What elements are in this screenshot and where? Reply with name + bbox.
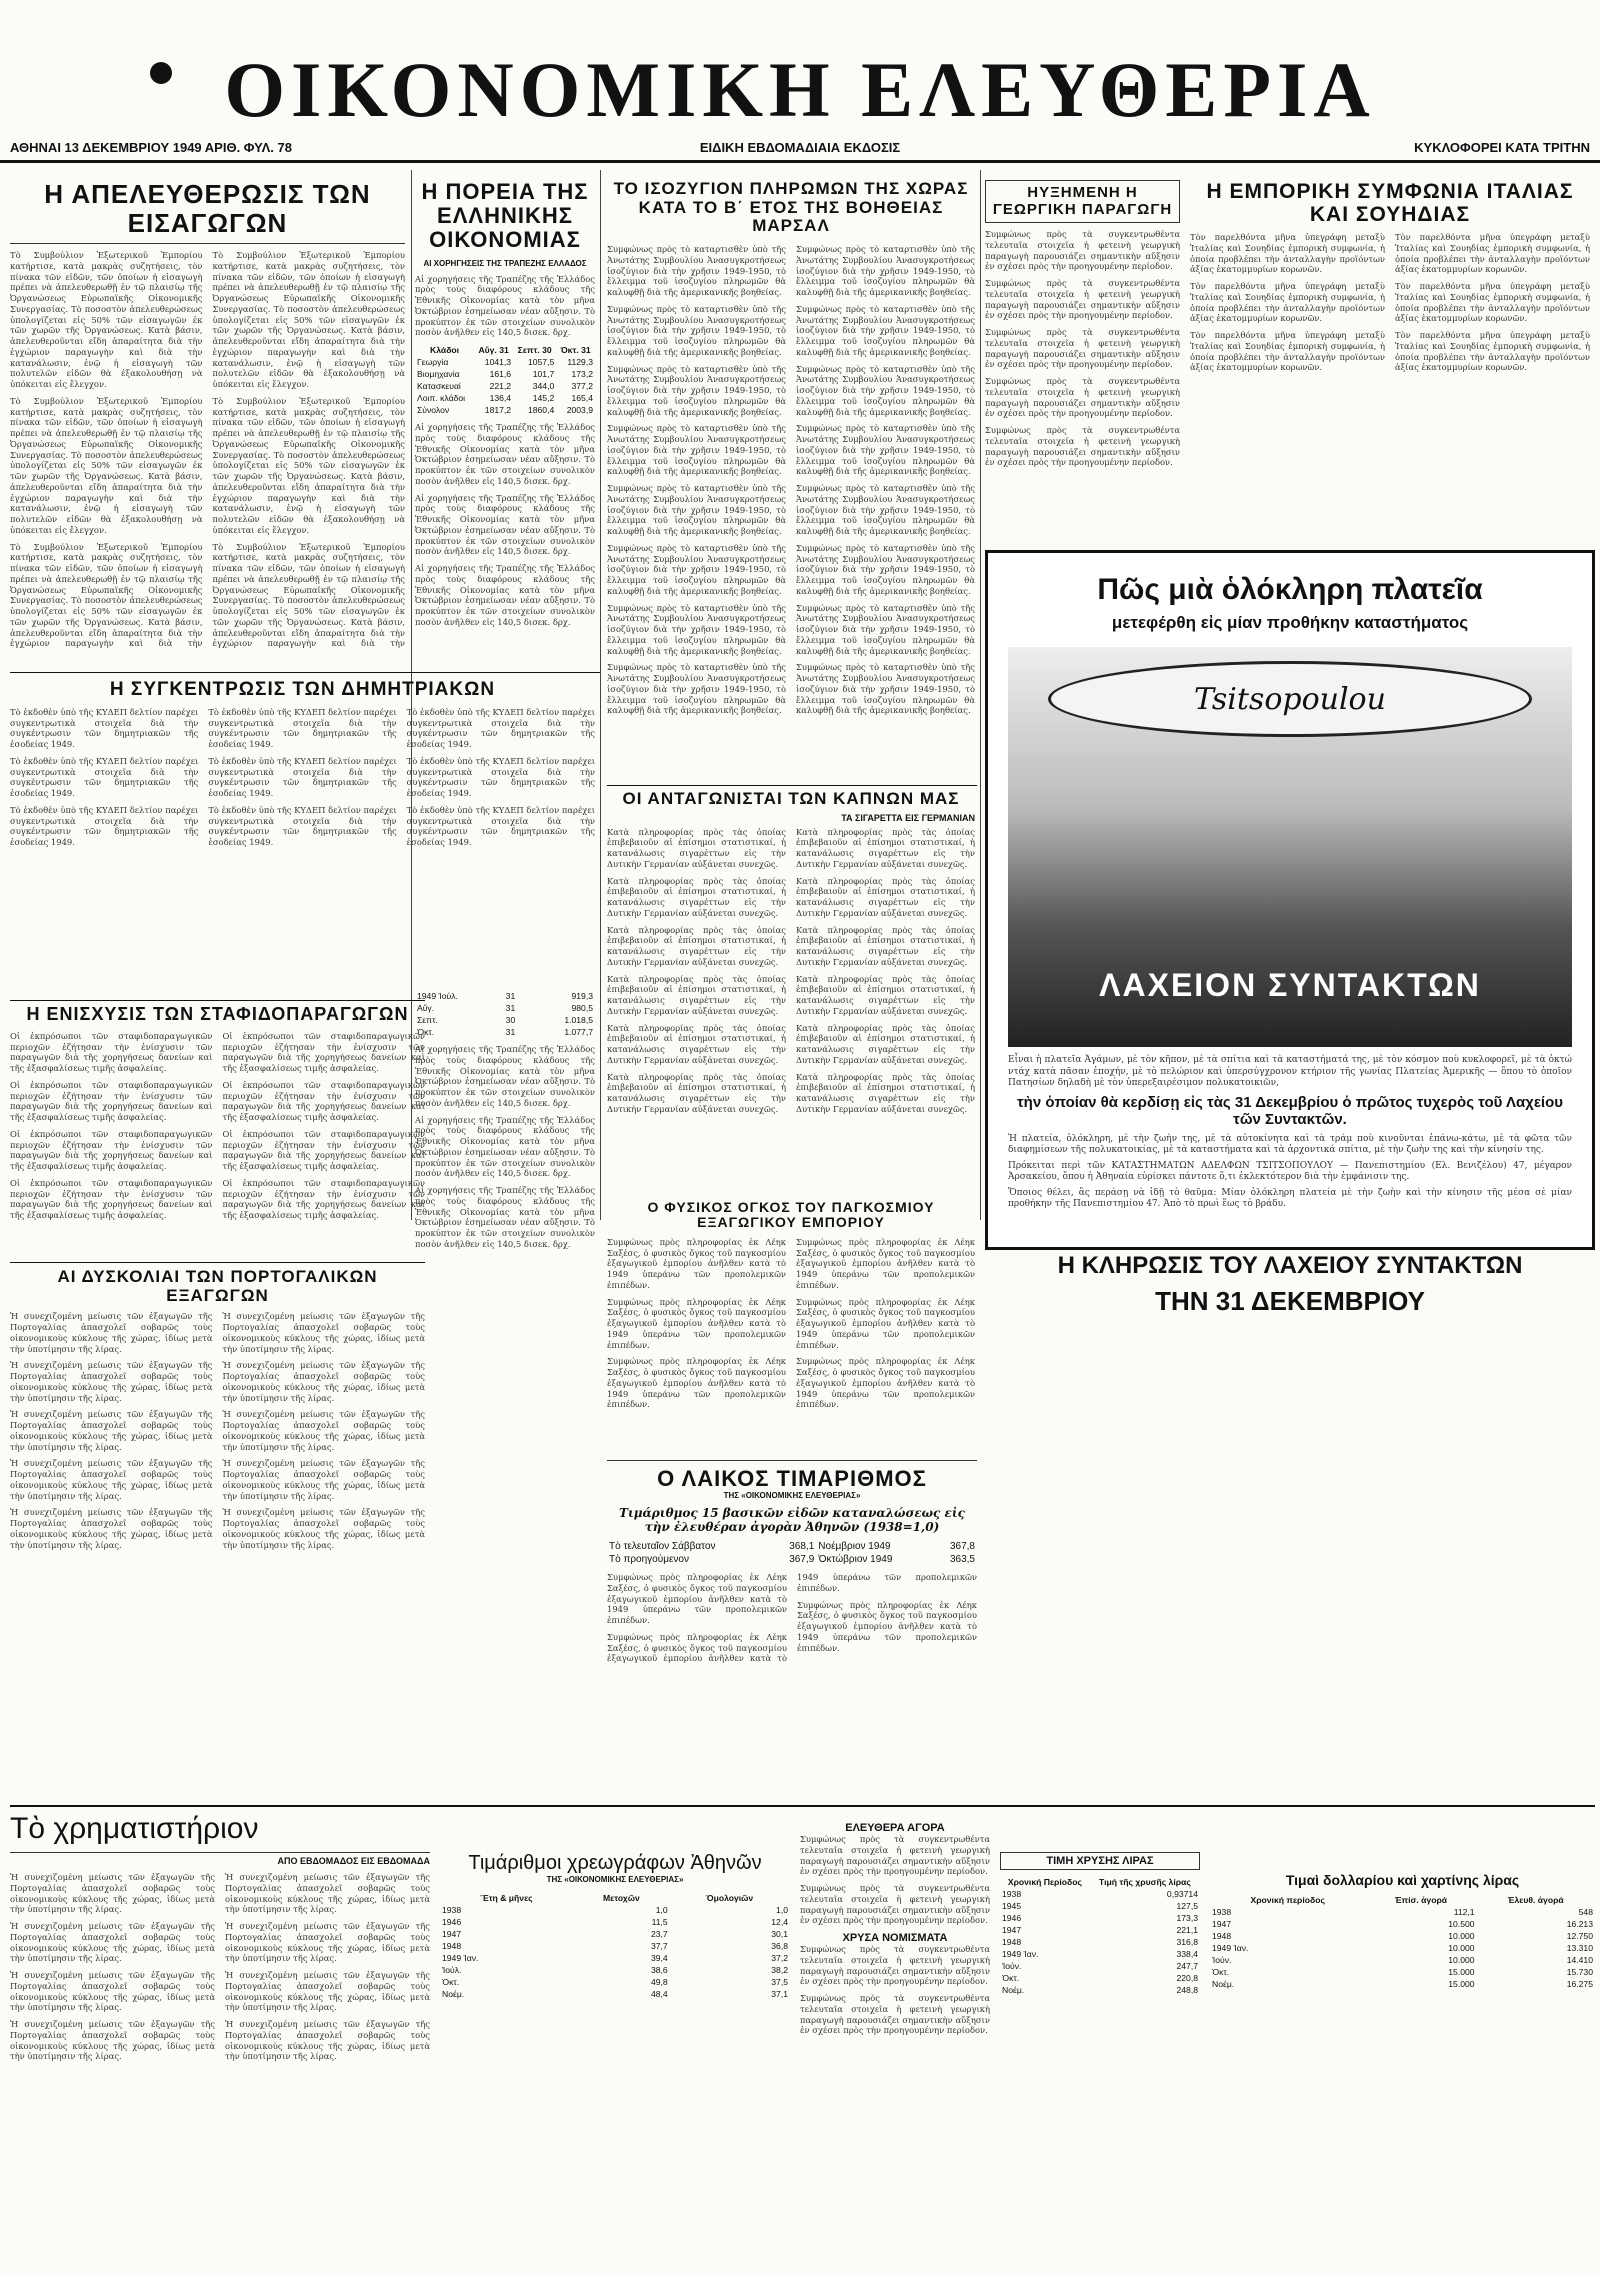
ad-text: Ἡ πλατεία, ὁλόκληρη, μὲ τὴν ζωὴν της, μὲ τὰ αὐτοκίνητα καὶ τὰ τράμ ποὺ κινοῦνται ἐπάνω-κάτω, μὲ τὰ φῶτα τῶν διαφημίσεων τῆς πολυκατοικίας, μὲ τὰ καταστήματα καὶ τὰ ἀρχοντικά σπίτια, μὲ τὴν ζωὴν της καὶ τὴν κίνησίν της.	[1008, 1133, 1572, 1156]
masthead-title: ΟΙΚΟΝΟΜΙΚΗ ΕΛΕΥΘΕΡΙΑ	[224, 46, 1376, 133]
article-body: Κατὰ πληροφορίας πρὸς τὰς ὁποίας ἐπιβεβαιοῦν αἱ ἐπίσημοι στατιστικαί, ἡ κατανάλωσις σιγαρέττων εἰς τὴν Δυτικὴν Γερμανίαν αὐξάνεται συνεχῶς.	[607, 875, 786, 918]
article-body: Οἱ ἐκπρόσωποι τῶν σταφιδοπαραγωγικῶν περιοχῶν ἐζήτησαν τὴν ἐνίσχυσιν τῶν παραγωγῶν διὰ τῆς χορηγήσεως δανείων καὶ τῆς ἐξασφαλίσεως τιμῆς ἀσφαλείας.	[10, 1177, 213, 1221]
article-body: Συμφώνως πρὸς τὸ καταρτισθὲν ὑπὸ τῆς Ἀνωτάτης Συμβουλίου Ἀνασυγκροτήσεως ἰσοζύγιον διὰ τὴν χρῆσιν 1949-1950, τὸ ἔλλειμμα τοῦ ἰσοζυγίου πληρωμῶν θὰ καλυφθῇ διὰ τῆς ἀμερικανικῆς βοηθείας.	[607, 542, 786, 596]
table-header: Κλάδοι	[430, 345, 460, 356]
table-row: Ἰούλ. 38,6 38,2	[442, 1965, 788, 1975]
article-body: Τὸν παρελθόντα μῆνα ὑπεγράφη μεταξὺ Ἰταλίας καὶ Σουηδίας ἐμπορικὴ συμφωνία, ἡ ὁποία προβλέπει τὴν ἀνταλλαγὴν προϊόντων ἀξίας ἑκατομμυρίων κορωνῶν.	[1190, 232, 1385, 275]
column-divider	[600, 170, 601, 1220]
article-body: Συμφώνως πρὸς τὸ καταρτισθὲν ὑπὸ τῆς Ἀνωτάτης Συμβουλίου Ἀνασυγκροτήσεως ἰσοζύγιον διὰ τὴν χρῆσιν 1949-1950, τὸ ἔλλειμμα τοῦ ἰσοζυγίου πληρωμῶν θὰ καλυφθῇ διὰ τῆς ἀμερικανικῆς βοηθείας.	[607, 662, 786, 716]
stock-market	[10, 1812, 430, 2262]
article-body: Συμφώνως πρὸς πληροφορίας ἐκ Λέηκ Σαξέσς, ὁ φυσικὸς ὄγκος τοῦ παγκοσμίου ἐξαγωγικοῦ ἐμπορίου ἀνῆλθεν κατὰ τὸ 1949 ὑπεράνω τῶν προπολεμικῶν ἐπιπέδων.	[796, 1356, 975, 1410]
article-tobacco	[607, 790, 975, 1190]
article-body: Ἡ συνεχιζομένη μείωσις τῶν ἐξαγωγῶν τῆς Πορτογαλίας ἀπασχολεῖ σοβαρῶς τοὺς οἰκονομικοὺς κύκλους τῆς χώρας, ἰδίως μετὰ τὴν ὑποτίμησιν τῆς λίρας.	[10, 1458, 213, 1501]
section-rule	[10, 1805, 1595, 1807]
article-body: Συμφώνως πρὸς πληροφορίας ἐκ Λέηκ Σαξέσς, ὁ φυσικὸς ὄγκος τοῦ παγκοσμίου ἐξαγωγικοῦ ἐμπορίου ἀνῆλθεν κατὰ τὸ 1949 ὑπεράνω τῶν προπολεμικῶν ἐπιπέδων.	[796, 1236, 975, 1290]
article-body: Ἡ συνεχιζομένη μείωσις τῶν ἐξαγωγῶν τῆς Πορτογαλίας ἀπασχολεῖ σοβαρῶς τοὺς οἰκονομικοὺς κύκλους τῆς χώρας, ἰδίως μετὰ τὴν ὑποτίμησιν τῆς λίρας.	[222, 1507, 425, 1550]
table-row: Ὀκτ. 31 1.077,7	[417, 1027, 593, 1037]
table-row: Ἰούν. 247,7	[1002, 1961, 1198, 1971]
ad-text: Ὅποιος θέλει, ἂς περάσῃ νὰ ἰδῇ τὸ θαῦμα: Μίαν ὁλόκληρη πλατεία μὲ τὴν ζωὴν καὶ τὴν κίνησιν τῆς μέσα σὲ μίαν προθήκην τῆς Πανεπιστημίου 47. Ἀπὸ τὸ πρωὶ ἕως τὸ βράδυ.	[1008, 1187, 1572, 1210]
article-body: Κατὰ πληροφορίας πρὸς τὰς ὁποίας ἐπιβεβαιοῦν αἱ ἐπίσημοι στατιστικαί, ἡ κατανάλωσις σιγαρέττων εἰς τὴν Δυτικὴν Γερμανίαν αὐξάνεται συνεχῶς.	[607, 1071, 786, 1114]
article-body: Τὸ Συμβούλιον Ἐξωτερικοῦ Ἐμπορίου κατήρτισε, κατὰ μακρὰς συζητήσεις, τὸν πίνακα τῶν εἰδῶν, τῶν ὁποίων ἡ εἰσαγωγὴ πρέπει νὰ ἀπελευθερωθῇ ἐν τῷ πλαισίῳ τῆς Ὀργανώσεως Εὐρωπαϊκῆς Οἰκονομικῆς Συνεργασίας. Τὸ ποσοστὸν ἀπελευθερώσεως ὑπολογίζεται εἰς 50% τῶν εἰσαγωγῶν ἐκ τῶν χωρῶν τῆς Ὀργανώσεως. Κατὰ βάσιν, ἀπελευθεροῦνται εἴδη ἀπαραίτητα διὰ τὴν ἐγχώριον παραγωγὴν καὶ διὰ τὴν	[10, 541, 203, 649]
article-agriculture	[985, 180, 1180, 540]
article-body: Ἡ συνεχιζομένη μείωσις τῶν ἐξαγωγῶν τῆς Πορτογαλίας ἀπασχολεῖ σοβαρῶς τοὺς οἰκονομικοὺς κύκλους τῆς χώρας, ἰδίως μετὰ τὴν ὑποτίμησιν τῆς λίρας.	[225, 2019, 430, 2062]
table-header: Ὀκτ. 31	[560, 345, 591, 356]
article-body: Ἡ συνεχιζομένη μείωσις τῶν ἐξαγωγῶν τῆς Πορτογαλίας ἀπασχολεῖ σοβαρῶς τοὺς οἰκονομικοὺς κύκλους τῆς χώρας, ἰδίως μετὰ τὴν ὑποτίμησιν τῆς λίρας.	[10, 1360, 213, 1403]
section-rule	[10, 1000, 425, 1001]
article-body: Τὸ ἐκδοθὲν ὑπὸ τῆς ΚΥΔΕΠ δελτίον παρέχει συγκεντρωτικὰ στοιχεῖα διὰ τὴν συγκέντρωσιν τῶν δημητριακῶν τῆς ἐσοδείας 1949.	[208, 804, 397, 848]
table-row: Κατασκευαί 221,2 344,0 377,2	[417, 381, 593, 392]
article-body: Ἡ συνεχιζομένη μείωσις τῶν ἐξαγωγῶν τῆς Πορτογαλίας ἀπασχολεῖ σοβαρῶς τοὺς οἰκονομικοὺς κύκλους τῆς χώρας, ἰδίως μετὰ τὴν ὑποτίμησιν τῆς λίρας.	[222, 1311, 425, 1354]
article-body: Αἱ χορηγήσεις τῆς Τραπέζης τῆς Ἑλλάδος πρὸς τοὺς διαφόρους κλάδους τῆς Ἐθνικῆς Οἰκονομίας κατὰ τὸν μῆνα Ὀκτώβριον ἐσημείωσαν νέαν αὔξησιν. Τὸ προκύπτον ἐκ τῶν στοιχείων συνολικὸν ποσὸν ἀνῆλθεν εἰς 140,5 δισεκ. δρχ.	[415, 273, 595, 338]
article-body: Ἡ συνεχιζομένη μείωσις τῶν ἐξαγωγῶν τῆς Πορτογαλίας ἀπασχολεῖ σοβαρῶς τοὺς οἰκονομικοὺς κύκλους τῆς χώρας, ἰδίως μετὰ τὴν ὑποτίμησιν τῆς λίρας.	[10, 1872, 215, 1915]
section-rule	[10, 672, 600, 673]
article-body: Συμφώνως πρὸς πληροφορίας ἐκ Λέηκ Σαξέσς, ὁ φυσικὸς ὄγκος τοῦ παγκοσμίου ἐξαγωγικοῦ ἐμπορίου ἀνῆλθεν κατὰ τὸ 1949 ὑπεράνω τῶν προπολεμικῶν ἐπιπέδων.	[607, 1236, 786, 1290]
article-body: Τὸν παρελθόντα μῆνα ὑπεγράφη μεταξὺ Ἰταλίας καὶ Σουηδίας ἐμπορικὴ συμφωνία, ἡ ὁποία προβλέπει τὴν ἀνταλλαγὴν προϊόντων ἀξίας ἑκατομμυρίων κορωνῶν.	[1395, 281, 1590, 324]
article-body: Αἱ χορηγήσεις τῆς Τραπέζης τῆς Ἑλλάδος πρὸς τοὺς διαφόρους κλάδους τῆς Ἐθνικῆς Οἰκονομίας κατὰ τὸν μῆνα Ὀκτώβριον ἐσημείωσαν νέαν αὔξησιν. Τὸ προκύπτον ἐκ τῶν στοιχείων συνολικὸν ποσὸν ἀνῆλθεν εἰς 140,5 δισεκ. δρχ.	[415, 492, 595, 557]
section-rule	[10, 1262, 425, 1263]
article-body: Ἡ συνεχιζομένη μείωσις τῶν ἐξαγωγῶν τῆς Πορτογαλίας ἀπασχολεῖ σοβαρῶς τοὺς οἰκονομικοὺς κύκλους τῆς χώρας, ἰδίως μετὰ τὴν ὑποτίμησιν τῆς λίρας.	[222, 1409, 425, 1452]
table-row: 1946 11,5 12,4	[442, 1917, 788, 1927]
article-body: Τὸ Συμβούλιον Ἐξωτερικοῦ Ἐμπορίου κατήρτισε, κατὰ μακρὰς συζητήσεις, τὸν πίνακα τῶν εἰδῶν, τῶν ὁποίων ἡ εἰσαγωγὴ πρέπει νὰ ἀπελευθερωθῇ ἐν τῷ πλαισίῳ τῆς Ὀργανώσεως Εὐρωπαϊκῆς Οἰκονομικῆς Συνεργασίας. Τὸ ποσοστὸν ἀπελευθερώσεως ὑπολογίζεται εἰς 50% τῶν εἰσαγωγῶν ἐκ τῶν χωρῶν τῆς Ὀργανώσεως. Κατὰ βάσιν, ἀπελευθεροῦνται εἴδη ἀπαραίτητα διὰ τὴν ἐγχώριον παραγωγὴν καὶ διὰ τὴν κατανάλωσιν, ἐνῷ ἡ εἰσαγωγὴ τῶν πολυτελῶν εἰδῶν θὰ ἐξακολουθήσῃ νὰ ὑπόκειται εἰς ἔλεγχον.	[212, 250, 405, 390]
article-body: Κατὰ πληροφορίας πρὸς τὰς ὁποίας ἐπιβεβαιοῦν αἱ ἐπίσημοι στατιστικαί, ἡ κατανάλωσις σιγαρέττων εἰς τὴν Δυτικὴν Γερμανίαν αὐξάνεται συνεχῶς.	[607, 826, 786, 869]
gold-table: Χρονική Περίοδος Τιμή τῆς χρυσῆς λίρας 1938 0,93714 1945 127,5 1946 173,3 1947 221,1 1948 316,8 1949 Ἰαν. 338,4 Ἰούν. 247,7 Ὀκτ. 220,8 Νοέμ. 248,8	[1002, 1877, 1198, 1995]
lottery-draw-banner	[985, 1252, 1595, 1347]
article-headline: Η ΣΥΓΚΕΝΤΡΩΣΙΣ ΤΩΝ ΔΗΜΗΤΡΙΑΚΩΝ	[109, 680, 496, 700]
table-row: 1948 10.000 12.750	[1212, 1931, 1593, 1941]
table-header: Σεπτ. 30	[517, 345, 552, 356]
article-body: Ἡ συνεχιζομένη μείωσις τῶν ἐξαγωγῶν τῆς Πορτογαλίας ἀπασχολεῖ σοβαρῶς τοὺς οἰκονομικοὺς κύκλους τῆς χώρας, ἰδίως μετὰ τὴν ὑποτίμησιν τῆς λίρας.	[10, 2019, 215, 2062]
article-headline: ΗΥΞΗΜΕΝΗ Η ΓΕΩΡΓΙΚΗ ΠΑΡΑΓΩΓΗ	[985, 180, 1180, 223]
article-body: Συμφώνως πρὸς τὰ συγκεντρωθέντα τελευταῖα στοιχεῖα ἡ φετεινὴ γεωργικὴ παραγωγὴ παρουσιάζει σημαντικὴν αὔξησιν ἐν σχέσει πρὸς τὴν προηγουμένην περίοδον.	[800, 1993, 990, 2036]
article-body: Κατὰ πληροφορίας πρὸς τὰς ὁποίας ἐπιβεβαιοῦν αἱ ἐπίσημοι στατιστικαί, ἡ κατανάλωσις σιγαρέττων εἰς τὴν Δυτικὴν Γερμανίαν αὐξάνεται συνεχῶς.	[796, 1071, 975, 1114]
store-script-sign: Tsitsopoulou	[1048, 661, 1532, 737]
article-body: Τὸν παρελθόντα μῆνα ὑπεγράφη μεταξὺ Ἰταλίας καὶ Σουηδίας ἐμπορικὴ συμφωνία, ἡ ὁποία προβλέπει τὴν ἀνταλλαγὴν προϊόντων ἀξίας ἑκατομμυρίων κορωνῶν.	[1190, 330, 1385, 373]
article-body: Συμφώνως πρὸς πληροφορίας ἐκ Λέηκ Σαξέσς, ὁ φυσικὸς ὄγκος τοῦ παγκοσμίου ἐξαγωγικοῦ ἐμπορίου ἀνῆλθεν κατὰ τὸ 1949 ὑπεράνω τῶν προπολεμικῶν ἐπιπέδων.	[796, 1296, 975, 1350]
ad-text: Εἶναι ἡ πλατεῖα Ἀγάμων, μὲ τὸν κῆπον, μὲ τὰ σπίτια καὶ τὰ καταστήματά της, μὲ τὸν κόσμον ποὺ κυκλοφορεῖ, μὲ τὰ ὀκτώ ντάχ κατὰ πᾶσαν ἐποχήν, μὲ τὸ πελώριον καὶ ὑπερσύγχρονον κτήριον τῆς γωνίας Πλατείας Ἀμερικῆς — ὅπου τὸ ὁποῖον Πατησίων δηλαδὴ μὲ τὸν ὑπερεξαιρέσιμον πολυκατοικιῶν,	[1008, 1055, 1572, 1089]
table-row: Ὀκτ. 15.000 15.730	[1212, 1967, 1593, 1977]
table-row: Σύνολον 1817,2 1860,4 2003,9	[417, 405, 593, 416]
stock-subhead: ΑΠΟ ΕΒΔΟΜΑΔΟΣ ΕΙΣ ΕΒΔΟΜΑΔΑ	[10, 1852, 430, 1866]
article-body: Συμφώνως πρὸς πληροφορίας ἐκ Λέηκ Σαξέσς, ὁ φυσικὸς ὄγκος τοῦ παγκοσμίου ἐξαγωγικοῦ ἐμπορίου ἀνῆλθεν κατὰ τὸ 1949 ὑπεράνω τῶν προπολεμικῶν ἐπιπέδων.	[607, 1296, 786, 1350]
stock-headline: Τὸ χρηματιστήριον	[10, 1812, 259, 1845]
shop-window-photo	[1008, 647, 1572, 1047]
lottery-sign: ΛΑΧΕΙΟΝ ΣΥΝΤΑΚΤΩΝ	[1099, 967, 1481, 1003]
article-body: Τὸ ἐκδοθὲν ὑπὸ τῆς ΚΥΔΕΠ δελτίον παρέχει συγκεντρωτικὰ στοιχεῖα διὰ τὴν συγκέντρωσιν τῶν δημητριακῶν τῆς ἐσοδείας 1949.	[10, 755, 199, 799]
article-world-trade	[607, 1200, 975, 1450]
article-body: Αἱ χορηγήσεις τῆς Τραπέζης τῆς Ἑλλάδος πρὸς τοὺς διαφόρους κλάδους τῆς Ἐθνικῆς Οἰκονομίας κατὰ τὸν μῆνα Ὀκτώβριον ἐσημείωσαν νέαν αὔξησιν. Τὸ προκύπτον ἐκ τῶν στοιχείων συνολικὸν ποσὸν ἀνῆλθεν εἰς 140,5 δισεκ. δρχ.	[415, 422, 595, 486]
article-body: Οἱ ἐκπρόσωποι τῶν σταφιδοπαραγωγικῶν περιοχῶν ἐζήτησαν τὴν ἐνίσχυσιν τῶν παραγωγῶν διὰ τῆς χορηγήσεως δανείων καὶ τῆς ἐξασφαλίσεως τιμῆς ἀσφαλείας.	[222, 1128, 425, 1172]
table-row: 1947 221,1	[1002, 1925, 1198, 1935]
article-raisins	[10, 1005, 425, 1255]
table-row: Νοέμ. 248,8	[1002, 1985, 1198, 1995]
article-body: Αἱ χορηγήσεις τῆς Τραπέζης τῆς Ἑλλάδος πρὸς τοὺς διαφόρους κλάδους τῆς Ἐθνικῆς Οἰκονομίας κατὰ τὸν μῆνα Ὀκτώβριον ἐσημείωσαν νέαν αὔξησιν. Τὸ προκύπτον ἐκ τῶν στοιχείων συνολικὸν ποσὸν ἀνῆλθεν εἰς 140,5 δισεκ. δρχ.	[415, 1044, 595, 1108]
article-body: Ἡ συνεχιζομένη μείωσις τῶν ἐξαγωγῶν τῆς Πορτογαλίας ἀπασχολεῖ σοβαρῶς τοὺς οἰκονομικοὺς κύκλους τῆς χώρας, ἰδίως μετὰ τὴν ὑποτίμησιν τῆς λίρας.	[10, 1311, 213, 1354]
table-row: 1949 Ἰούλ. 31 919,3	[417, 991, 593, 1001]
article-body: Τὸ Συμβούλιον Ἐξωτερικοῦ Ἐμπορίου κατήρτισε, κατὰ μακρὰς συζητήσεις, τὸν πίνακα τῶν εἰδῶν, τῶν ὁποίων ἡ εἰσαγωγὴ πρέπει νὰ ἀπελευθερωθῇ ἐν τῷ πλαισίῳ τῆς Ὀργανώσεως Εὐρωπαϊκῆς Οἰκονομικῆς Συνεργασίας. Τὸ ποσοστὸν ἀπελευθερώσεως ὑπολογίζεται εἰς 50% τῶν εἰσαγωγῶν ἐκ τῶν χωρῶν τῆς Ὀργανώσεως. Κατὰ βάσιν, ἀπελευθεροῦνται εἴδη ἀπαραίτητα διὰ τὴν ἐγχώριον παραγωγὴν καὶ διὰ τὴν κατανάλωσιν, ἐνῷ ἡ εἰσαγωγὴ τῶν πολυτελῶν εἰδῶν θὰ ἐξακολουθήσῃ νὰ ὑπόκειται εἰς ἔλεγχον.	[10, 395, 203, 535]
article-body: Ἡ συνεχιζομένη μείωσις τῶν ἐξαγωγῶν τῆς Πορτογαλίας ἀπασχολεῖ σοβαρῶς τοὺς οἰκονομικοὺς κύκλους τῆς χώρας, ἰδίως μετὰ τὴν ὑποτίμησιν τῆς λίρας.	[225, 1872, 430, 1915]
article-body: Οἱ ἐκπρόσωποι τῶν σταφιδοπαραγωγικῶν περιοχῶν ἐζήτησαν τὴν ἐνίσχυσιν τῶν παραγωγῶν διὰ τῆς χορηγήσεως δανείων καὶ τῆς ἐξασφαλίσεως τιμῆς ἀσφαλείας.	[222, 1079, 425, 1123]
article-headline: Η ΕΝΙΣΧΥΣΙΣ ΤΩΝ ΣΤΑΦΙΔΟΠΑΡΑΓΩΓΩΝ	[26, 1005, 409, 1024]
article-body: Συμφώνως πρὸς τὸ καταρτισθὲν ὑπὸ τῆς Ἀνωτάτης Συμβουλίου Ἀνασυγκροτήσεως ἰσοζύγιον διὰ τὴν χρῆσιν 1949-1950, τὸ ἔλλειμμα τοῦ ἰσοζυγίου πληρωμῶν θὰ καλυφθῇ διὰ τῆς ἀμερικανικῆς βοηθείας.	[796, 244, 975, 298]
table-header: Αὔγ. 31	[478, 345, 509, 356]
table-row: 1948 316,8	[1002, 1937, 1198, 1947]
article-trade-agreement	[1190, 180, 1590, 540]
credit-table	[415, 344, 595, 416]
deposits-table	[415, 990, 595, 1038]
ad-footer: Η ΚΛΗΡΩΣΙΣ ΤΟΥ ΛΑΧΕΙΟΥ ΣΥΝΤΑΚΤΩΝ	[1057, 1252, 1523, 1279]
table-row: 1945 127,5	[1002, 1901, 1198, 1911]
article-body: Οἱ ἐκπρόσωποι τῶν σταφιδοπαραγωγικῶν περιοχῶν ἐζήτησαν τὴν ἐνίσχυσιν τῶν παραγωγῶν διὰ τῆς χορηγήσεως δανείων καὶ τῆς ἐξασφαλίσεως τιμῆς ἀσφαλείας.	[10, 1128, 213, 1172]
table-row: 1938 1,0 1,0	[442, 1905, 788, 1915]
table-row: Βιομηχανία 161,6 101,7 173,2	[417, 369, 593, 380]
article-body: Ἡ συνεχιζομένη μείωσις τῶν ἐξαγωγῶν τῆς Πορτογαλίας ἀπασχολεῖ σοβαρῶς τοὺς οἰκονομικοὺς κύκλους τῆς χώρας, ἰδίως μετὰ τὴν ὑποτίμησιν τῆς λίρας.	[222, 1458, 425, 1501]
article-headline: ΤΟ ΙΣΟΖΥΓΙΟΝ ΠΛΗΡΩΜΩΝ ΤΗΣ ΧΩΡΑΣ ΚΑΤΑ ΤΟ Β΄ ΕΤΟΣ ΤΗΣ ΒΟΗΘΕΙΑΣ ΜΑΡΣΑΛ	[613, 180, 969, 236]
article-payments	[607, 180, 975, 780]
article-headline: Η ΑΠΕΛΕΥΘΕΡΩΣΙΣ ΤΩΝ ΕΙΣΑΓΩΓΩΝ	[10, 180, 405, 244]
table-row: 1948 37,7 36,8	[442, 1941, 788, 1951]
masthead-rule	[0, 160, 1600, 163]
table-row: Αὔγ. 31 980,5	[417, 1003, 593, 1013]
article-body: Ἡ συνεχιζομένη μείωσις τῶν ἐξαγωγῶν τῆς Πορτογαλίας ἀπασχολεῖ σοβαρῶς τοὺς οἰκονομικοὺς κύκλους τῆς χώρας, ἰδίως μετὰ τὴν ὑποτίμησιν τῆς λίρας.	[225, 1970, 430, 2013]
article-headline: ΟΙ ΑΝΤΑΓΩΝΙΣΤΑΙ ΤΩΝ ΚΑΠΝΩΝ ΜΑΣ	[622, 790, 960, 808]
table-row: Ἰούν. 10.000 14.410	[1212, 1955, 1593, 1965]
article-body: Κατὰ πληροφορίας πρὸς τὰς ὁποίας ἐπιβεβαιοῦν αἱ ἐπίσημοι στατιστικαί, ἡ κατανάλωσις σιγαρέττων εἰς τὴν Δυτικὴν Γερμανίαν αὐξάνεται συνεχῶς.	[796, 973, 975, 1016]
article-body: Τὸ Συμβούλιον Ἐξωτερικοῦ Ἐμπορίου κατήρτισε, κατὰ μακρὰς συζητήσεις, τὸν πίνακα τῶν εἰδῶν, τῶν ὁποίων ἡ εἰσαγωγὴ πρέπει νὰ ἀπελευθερωθῇ ἐν τῷ πλαισίῳ τῆς Ὀργανώσεως Εὐρωπαϊκῆς Οἰκονομικῆς Συνεργασίας. Τὸ ποσοστὸν ἀπελευθερώσεως ὑπολογίζεται εἰς 50% τῶν εἰσαγωγῶν ἐκ τῶν χωρῶν τῆς Ὀργανώσεως. Κατὰ βάσιν, ἀπελευθεροῦνται εἴδη ἀπαραίτητα διὰ τὴν ἐγχώριον παραγωγὴν καὶ διὰ τὴν κατανάλωσιν, ἐνῷ ἡ εἰσαγωγὴ τῶν πολυτελῶν εἰδῶν θὰ ἐξακολουθήσῃ νὰ ὑπόκειται εἰς ἔλεγχον.	[212, 395, 405, 535]
table-row: 1938 0,93714	[1002, 1889, 1198, 1899]
article-body: Συμφώνως πρὸς τὰ συγκεντρωθέντα τελευταῖα στοιχεῖα ἡ φετεινὴ γεωργικὴ παραγωγὴ παρουσιάζει σημαντικὴν αὔξησιν ἐν σχέσει πρὸς τὴν προηγουμένην περίοδον.	[985, 229, 1180, 272]
index-table	[607, 1540, 977, 1566]
index-subtitle: Τιμάριθμος 15 βασικῶν εἰδῶν καταναλώσεως εἰς τὴν ἐλευθέραν ἀγορὰν Ἀθηνῶν (1938=1,0)	[619, 1506, 965, 1535]
gold-coins-heading: ΧΡΥΣΑ ΝΟΜΙΣΜΑΤΑ	[842, 1932, 948, 1944]
lottery-advertisement	[985, 550, 1595, 1250]
table-row: Γεωργία 1041,3 1057,5 1129,3	[417, 357, 593, 368]
article-body: Ἡ συνεχιζομένη μείωσις τῶν ἐξαγωγῶν τῆς Πορτογαλίας ἀπασχολεῖ σοβαρῶς τοὺς οἰκονομικοὺς κύκλους τῆς χώρας, ἰδίως μετὰ τὴν ὑποτίμησιν τῆς λίρας.	[225, 1921, 430, 1964]
article-body: Τὸ ἐκδοθὲν ὑπὸ τῆς ΚΥΔΕΠ δελτίον παρέχει συγκεντρωτικὰ στοιχεῖα διὰ τὴν συγκέντρωσιν τῶν δημητριακῶν τῆς ἐσοδείας 1949.	[208, 755, 397, 799]
article-body: Κατὰ πληροφορίας πρὸς τὰς ὁποίας ἐπιβεβαιοῦν αἱ ἐπίσημοι στατιστικαί, ἡ κατανάλωσις σιγαρέττων εἰς τὴν Δυτικὴν Γερμανίαν αὐξάνεται συνεχῶς.	[607, 1022, 786, 1065]
article-body: Συμφώνως πρὸς πληροφορίας ἐκ Λέηκ Σαξέσς, ὁ φυσικὸς ὄγκος τοῦ παγκοσμίου ἐξαγωγικοῦ ἐμπορίου ἀνῆλθεν κατὰ τὸ 1949 ὑπεράνω τῶν προπολεμικῶν ἐπιπέδων.	[607, 1572, 977, 1664]
ad-footer: ΤΗΝ 31 ΔΕΚΕΜΒΡΙΟΥ	[1155, 1286, 1425, 1316]
article-headline: Η ΕΜΠΟΡΙΚΗ ΣΥΜΦΩΝΙΑ ΙΤΑΛΙΑΣ ΚΑΙ ΣΟΥΗΔΙΑΣ	[1206, 180, 1574, 227]
article-subhead: ΤΑ ΣΙΓΑΡΕΤΤΑ ΕΙΣ ΓΕΡΜΑΝΙΑΝ	[841, 812, 975, 823]
article-body: Συμφώνως πρὸς τὸ καταρτισθὲν ὑπὸ τῆς Ἀνωτάτης Συμβουλίου Ἀνασυγκροτήσεως ἰσοζύγιον διὰ τὴν χρῆσιν 1949-1950, τὸ ἔλλειμμα τοῦ ἰσοζυγίου πληρωμῶν θὰ καλυφθῇ διὰ τῆς ἀμερικανικῆς βοηθείας.	[796, 363, 975, 417]
table-row: 1946 173,3	[1002, 1913, 1198, 1923]
article-body: Συμφώνως πρὸς τὸ καταρτισθὲν ὑπὸ τῆς Ἀνωτάτης Συμβουλίου Ἀνασυγκροτήσεως ἰσοζύγιον διὰ τὴν χρῆσιν 1949-1950, τὸ ἔλλειμμα τοῦ ἰσοζυγίου πληρωμῶν θὰ καλυφθῇ διὰ τῆς ἀμερικανικῆς βοηθείας.	[796, 303, 975, 357]
gold-headline: ΤΙΜΗ ΧΡΥΣΗΣ ΛΙΡΑΣ	[1000, 1852, 1200, 1870]
gold-markets	[800, 1812, 990, 2262]
bonds-headline: Τιμάριθμοι χρεωγράφων Ἀθηνῶν	[468, 1852, 762, 1874]
bonds-table: Ἔτη & μῆνες Μετοχῶν Ὁμολογιῶν 1938 1,0 1,0 1946 11,5 12,4 1947 23,7 30,1 1948 37,7 36,8 1949 Ἰαν. 39,4 37,2 Ἰούλ. 38,6 38,2 Ὀκτ. 49,8 37,5 Νοέμ. 48,4 37,1	[442, 1893, 788, 1999]
bond-index	[440, 1812, 790, 2262]
article-body: Συμφώνως πρὸς τὸ καταρτισθὲν ὑπὸ τῆς Ἀνωτάτης Συμβουλίου Ἀνασυγκροτήσεως ἰσοζύγιον διὰ τὴν χρῆσιν 1949-1950, τὸ ἔλλειμμα τοῦ ἰσοζυγίου πληρωμῶν θὰ καλυφθῇ διὰ τῆς ἀμερικανικῆς βοηθείας.	[607, 483, 786, 537]
circulation-meta: ΚΥΚΛΟΦΟΡΕΙ ΚΑΤΑ ΤΡΙΤΗΝ	[1414, 140, 1590, 155]
article-portugal	[10, 1268, 425, 1568]
article-body: Αἱ χορηγήσεις τῆς Τραπέζης τῆς Ἑλλάδος πρὸς τοὺς διαφόρους κλάδους τῆς Ἐθνικῆς Οἰκονομίας κατὰ τὸν μῆνα Ὀκτώβριον ἐσημείωσαν νέαν αὔξησιν. Τὸ προκύπτον ἐκ τῶν στοιχείων συνολικὸν ποσὸν ἀνῆλθεν εἰς 140,5 δισεκ. δρχ.	[415, 1185, 595, 1249]
issue-meta: ΑΘΗΝΑΙ 13 ΔΕΚΕΜΒΡΙΟΥ 1949 ΑΡΙΘ. ΦΥΛ. 78	[10, 140, 292, 155]
article-body: Συμφώνως πρὸς πληροφορίας ἐκ Λέηκ Σαξέσς, ὁ φυσικὸς ὄγκος τοῦ παγκοσμίου ἐξαγωγικοῦ ἐμπορίου ἀνῆλθεν κατὰ τὸ 1949 ὑπεράνω τῶν προπολεμικῶν ἐπιπέδων.	[797, 1599, 977, 1653]
article-imports	[10, 180, 405, 650]
table-row: 1947 10.500 16.213	[1212, 1919, 1593, 1929]
article-body: Συμφώνως πρὸς τὸ καταρτισθὲν ὑπὸ τῆς Ἀνωτάτης Συμβουλίου Ἀνασυγκροτήσεως ἰσοζύγιον διὰ τὴν χρῆσιν 1949-1950, τὸ ἔλλειμμα τοῦ ἰσοζυγίου πληρωμῶν θὰ καλυφθῇ διὰ τῆς ἀμερικανικῆς βοηθείας.	[796, 483, 975, 537]
table-row: Νοέμ. 48,4 37,1	[442, 1989, 788, 1999]
table-row: 1949 Ἰαν. 338,4	[1002, 1949, 1198, 1959]
article-body: Συμφώνως πρὸς τὰ συγκεντρωθέντα τελευταῖα στοιχεῖα ἡ φετεινὴ γεωργικὴ παραγωγὴ παρουσιάζει σημαντικὴν αὔξησιν ἐν σχέσει πρὸς τὴν προηγουμένην περίοδον.	[985, 376, 1180, 419]
ad-text: Πρόκειται περὶ τῶν ΚΑΤΑΣΤΗΜΑΤΩΝ ΑΔΕΛΦΩΝ ΤΣΙΤΣΟΠΟΥΛΟΥ — Πανεπιστημίου (Ελ. Βενιζέλου) 47, μέγαρον Ἀρσακείου, ὅπου ἡ Ἀθηναία εὑρίσκει πάντοτε ὅ,τι ἐκλεκτότερον διὰ τὴν ἐμφάνισιν της.	[1008, 1160, 1572, 1183]
gold-sovereign-price	[1000, 1812, 1200, 2262]
dollar-table: Χρονική περίοδος Ἐπίσ. ἀγορά Ἐλευθ. ἀγορά 1938 112,1 548 1947 10.500 16.213 1948 10.000 12.750 1949 Ἰαν. 10.000 13.310 Ἰούν. 10.000 14.410 Ὀκτ. 15.000 15.730 Νοέμ. 15.000 16.275	[1212, 1895, 1593, 1989]
article-body: Συμφώνως πρὸς τὰ συγκεντρωθέντα τελευταῖα στοιχεῖα ἡ φετεινὴ γεωργικὴ παραγωγὴ παρουσιάζει σημαντικὴν αὔξησιν ἐν σχέσει πρὸς τὴν προηγουμένην περίοδον.	[800, 1944, 990, 1987]
ad-headline: Πῶς μιὰ ὁλόκληρη πλατεῖα	[1097, 573, 1483, 606]
table-row: 1938 112,1 548	[1212, 1907, 1593, 1917]
article-body: Συμφώνως πρὸς πληροφορίας ἐκ Λέηκ Σαξέσς, ὁ φυσικὸς ὄγκος τοῦ παγκοσμίου ἐξαγωγικοῦ ἐμπορίου ἀνῆλθεν κατὰ τὸ 1949 ὑπεράνω τῶν προπολεμικῶν ἐπιπέδων.	[607, 1356, 786, 1410]
article-body: Συμφώνως πρὸς πληροφορίας ἐκ Λέηκ Σαξέσς, ὁ φυσικὸς ὄγκος τοῦ παγκοσμίου ἐξαγωγικοῦ ἐμπορίου ἀνῆλθεν κατὰ τὸ 1949 ὑπεράνω τῶν προπολεμικῶν ἐπιπέδων.	[607, 1572, 787, 1626]
article-body: Συμφώνως πρὸς τὸ καταρτισθὲν ὑπὸ τῆς Ἀνωτάτης Συμβουλίου Ἀνασυγκροτήσεως ἰσοζύγιον διὰ τὴν χρῆσιν 1949-1950, τὸ ἔλλειμμα τοῦ ἰσοζυγίου πληρωμῶν θὰ καλυφθῇ διὰ τῆς ἀμερικανικῆς βοηθείας.	[607, 303, 786, 357]
article-body: Συμφώνως πρὸς τὸ καταρτισθὲν ὑπὸ τῆς Ἀνωτάτης Συμβουλίου Ἀνασυγκροτήσεως ἰσοζύγιον διὰ τὴν χρῆσιν 1949-1950, τὸ ἔλλειμμα τοῦ ἰσοζυγίου πληρωμῶν θὰ καλυφθῇ διὰ τῆς ἀμερικανικῆς βοηθείας.	[607, 363, 786, 417]
article-body: Οἱ ἐκπρόσωποι τῶν σταφιδοπαραγωγικῶν περιοχῶν ἐζήτησαν τὴν ἐνίσχυσιν τῶν παραγωγῶν διὰ τῆς χορηγήσεως δανείων καὶ τῆς ἐξασφαλίσεως τιμῆς ἀσφαλείας.	[10, 1030, 213, 1074]
article-body: Ἡ συνεχιζομένη μείωσις τῶν ἐξαγωγῶν τῆς Πορτογαλίας ἀπασχολεῖ σοβαρῶς τοὺς οἰκονομικοὺς κύκλους τῆς χώρας, ἰδίως μετὰ τὴν ὑποτίμησιν τῆς λίρας.	[10, 1921, 215, 1964]
article-body: Τὸν παρελθόντα μῆνα ὑπεγράφη μεταξὺ Ἰταλίας καὶ Σουηδίας ἐμπορικὴ συμφωνία, ἡ ὁποία προβλέπει τὴν ἀνταλλαγὴν προϊόντων ἀξίας ἑκατομμυρίων κορωνῶν.	[1395, 330, 1590, 373]
article-body: Κατὰ πληροφορίας πρὸς τὰς ὁποίας ἐπιβεβαιοῦν αἱ ἐπίσημοι στατιστικαί, ἡ κατανάλωσις σιγαρέττων εἰς τὴν Δυτικὴν Γερμανίαν αὐξάνεται συνεχῶς.	[796, 826, 975, 869]
article-body: Οἱ ἐκπρόσωποι τῶν σταφιδοπαραγωγικῶν περιοχῶν ἐζήτησαν τὴν ἐνίσχυσιν τῶν παραγωγῶν διὰ τῆς χορηγήσεως δανείων καὶ τῆς ἐξασφαλίσεως τιμῆς ἀσφαλείας.	[10, 1079, 213, 1123]
free-market-heading: ΕΛΕΥΘΕΡΑ ΑΓΟΡΑ	[845, 1822, 945, 1834]
article-body: Κατὰ πληροφορίας πρὸς τὰς ὁποίας ἐπιβεβαιοῦν αἱ ἐπίσημοι στατιστικαί, ἡ κατανάλωσις σιγαρέττων εἰς τὴν Δυτικὴν Γερμανίαν αὐξάνεται συνεχῶς.	[607, 924, 786, 967]
table-row: 1949 Ἰαν. 10.000 13.310	[1212, 1943, 1593, 1953]
ad-subhead: μετεφέρθη εἰς μίαν προθήκην καταστήματος	[1111, 613, 1469, 632]
article-body: Συμφώνως πρὸς τὰ συγκεντρωθέντα τελευταῖα στοιχεῖα ἡ φετεινὴ γεωργικὴ παραγωγὴ παρουσιάζει σημαντικὴν αὔξησιν ἐν σχέσει πρὸς τὴν προηγουμένην περίοδον.	[985, 278, 1180, 321]
table-row: 1949 Ἰαν. 39,4 37,2	[442, 1953, 788, 1963]
article-body: Τὸ ἐκδοθὲν ὑπὸ τῆς ΚΥΔΕΠ δελτίον παρέχει συγκεντρωτικὰ στοιχεῖα διὰ τὴν συγκέντρωσιν τῶν δημητριακῶν τῆς ἐσοδείας 1949.	[10, 706, 199, 750]
article-body: Ἡ συνεχιζομένη μείωσις τῶν ἐξαγωγῶν τῆς Πορτογαλίας ἀπασχολεῖ σοβαρῶς τοὺς οἰκονομικοὺς κύκλους τῆς χώρας, ἰδίως μετὰ τὴν ὑποτίμησιν τῆς λίρας.	[10, 1409, 213, 1452]
article-body: Οἱ ἐκπρόσωποι τῶν σταφιδοπαραγωγικῶν περιοχῶν ἐζήτησαν τὴν ἐνίσχυσιν τῶν παραγωγῶν διὰ τῆς χορηγήσεως δανείων καὶ τῆς ἐξασφαλίσεως τιμῆς ἀσφαλείας.	[222, 1030, 425, 1074]
article-body: Τὸ Συμβούλιον Ἐξωτερικοῦ Ἐμπορίου κατήρτισε, κατὰ μακρὰς συζητήσεις, τὸν πίνακα τῶν εἰδῶν, τῶν ὁποίων ἡ εἰσαγωγὴ πρέπει νὰ ἀπελευθερωθῇ ἐν τῷ πλαισίῳ τῆς Ὀργανώσεως Εὐρωπαϊκῆς Οἰκονομικῆς Συνεργασίας. Τὸ ποσοστὸν ἀπελευθερώσεως ὑπολογίζεται εἰς 50% τῶν εἰσαγωγῶν ἐκ τῶν χωρῶν τῆς Ὀργανώσεως. Κατὰ βάσιν, ἀπελευθεροῦνται εἴδη ἀπαραίτητα διὰ τὴν ἐγχώριον παραγωγὴν καὶ διὰ τὴν	[212, 541, 405, 649]
article-body: Συμφώνως πρὸς τὰ συγκεντρωθέντα τελευταῖα στοιχεῖα ἡ φετεινὴ γεωργικὴ παραγωγὴ παρουσιάζει σημαντικὴν αὔξησιν ἐν σχέσει πρὸς τὴν προηγουμένην περίοδον.	[800, 1883, 990, 1926]
article-body: Κατὰ πληροφορίας πρὸς τὰς ὁποίας ἐπιβεβαιοῦν αἱ ἐπίσημοι στατιστικαί, ἡ κατανάλωσις σιγαρέττων εἰς τὴν Δυτικὴν Γερμανίαν αὐξάνεται συνεχῶς.	[796, 924, 975, 967]
article-body: Συμφώνως πρὸς τὸ καταρτισθὲν ὑπὸ τῆς Ἀνωτάτης Συμβουλίου Ἀνασυγκροτήσεως ἰσοζύγιον διὰ τὴν χρῆσιν 1949-1950, τὸ ἔλλειμμα τοῦ ἰσοζυγίου πληρωμῶν θὰ καλυφθῇ διὰ τῆς ἀμερικανικῆς βοηθείας.	[607, 602, 786, 656]
article-body: Συμφώνως πρὸς τὰ συγκεντρωθέντα τελευταῖα στοιχεῖα ἡ φετεινὴ γεωργικὴ παραγωγὴ παρουσιάζει σημαντικὴν αὔξησιν ἐν σχέσει πρὸς τὴν προηγουμένην περίοδον.	[985, 425, 1180, 468]
table-row: 1947 23,7 30,1	[442, 1929, 788, 1939]
table-row: Σεπτ. 30 1.018,5	[417, 1015, 593, 1025]
column-divider	[980, 170, 981, 1220]
article-body: Τὸ ἐκδοθὲν ὑπὸ τῆς ΚΥΔΕΠ δελτίον παρέχει συγκεντρωτικὰ στοιχεῖα διὰ τὴν συγκέντρωσιν τῶν δημητριακῶν τῆς ἐσοδείας 1949.	[208, 706, 397, 750]
article-body: Ἡ συνεχιζομένη μείωσις τῶν ἐξαγωγῶν τῆς Πορτογαλίας ἀπασχολεῖ σοβαρῶς τοὺς οἰκονομικοὺς κύκλους τῆς χώρας, ἰδίως μετὰ τὴν ὑποτίμησιν τῆς λίρας.	[222, 1360, 425, 1403]
article-body: Τὸ ἐκδοθὲν ὑπὸ τῆς ΚΥΔΕΠ δελτίον παρέχει συγκεντρωτικὰ στοιχεῖα διὰ τὴν συγκέντρωσιν τῶν δημητριακῶν τῆς ἐσοδείας 1949.	[406, 804, 595, 848]
article-body: Συμφώνως πρὸς τὸ καταρτισθὲν ὑπὸ τῆς Ἀνωτάτης Συμβουλίου Ἀνασυγκροτήσεως ἰσοζύγιον διὰ τὴν χρῆσιν 1949-1950, τὸ ἔλλειμμα τοῦ ἰσοζυγίου πληρωμῶν θὰ καλυφθῇ διὰ τῆς ἀμερικανικῆς βοηθείας.	[796, 542, 975, 596]
article-body: Τὸ ἐκδοθὲν ὑπὸ τῆς ΚΥΔΕΠ δελτίον παρέχει συγκεντρωτικὰ στοιχεῖα διὰ τὴν συγκέντρωσιν τῶν δημητριακῶν τῆς ἐσοδείας 1949.	[406, 706, 595, 750]
table-row: Λοιπ. κλάδοι 136,4 145,2 165,4	[417, 393, 593, 404]
article-body: Συμφώνως πρὸς τὸ καταρτισθὲν ὑπὸ τῆς Ἀνωτάτης Συμβουλίου Ἀνασυγκροτήσεως ἰσοζύγιον διὰ τὴν χρῆσιν 1949-1950, τὸ ἔλλειμμα τοῦ ἰσοζυγίου πληρωμῶν θὰ καλυφθῇ διὰ τῆς ἀμερικανικῆς βοηθείας.	[607, 423, 786, 477]
section-rule	[607, 785, 977, 786]
article-body: Κατὰ πληροφορίας πρὸς τὰς ὁποίας ἐπιβεβαιοῦν αἱ ἐπίσημοι στατιστικαί, ἡ κατανάλωσις σιγαρέττων εἰς τὴν Δυτικὴν Γερμανίαν αὐξάνεται συνεχῶς.	[796, 1022, 975, 1065]
dollar-headline: Τιμαὶ δολλαρίου καὶ χαρτίνης λίρας	[1285, 1872, 1520, 1888]
article-headline: Ο ΦΥΣΙΚΟΣ ΟΓΚΟΣ ΤΟΥ ΠΑΓΚΟΣΜΙΟΥ ΕΞΑΓΩΓΙΚΟΥ ΕΜΠΟΡΙΟΥ	[647, 1200, 935, 1231]
article-body: Ἡ συνεχιζομένη μείωσις τῶν ἐξαγωγῶν τῆς Πορτογαλίας ἀπασχολεῖ σοβαρῶς τοὺς οἰκονομικοὺς κύκλους τῆς χώρας, ἰδίως μετὰ τὴν ὑποτίμησιν τῆς λίρας.	[10, 1970, 215, 2013]
article-body: Συμφώνως πρὸς τὸ καταρτισθὲν ὑπὸ τῆς Ἀνωτάτης Συμβουλίου Ἀνασυγκροτήσεως ἰσοζύγιον διὰ τὴν χρῆσιν 1949-1950, τὸ ἔλλειμμα τοῦ ἰσοζυγίου πληρωμῶν θὰ καλυφθῇ διὰ τῆς ἀμερικανικῆς βοηθείας.	[796, 662, 975, 716]
dollar-sterling-prices	[1210, 1812, 1595, 2262]
article-body: Αἱ χορηγήσεις τῆς Τραπέζης τῆς Ἑλλάδος πρὸς τοὺς διαφόρους κλάδους τῆς Ἐθνικῆς Οἰκονομίας κατὰ τὸν μῆνα Ὀκτώβριον ἐσημείωσαν νέαν αὔξησιν. Τὸ προκύπτον ἐκ τῶν στοιχείων συνολικὸν ποσὸν ἀνῆλθεν εἰς 140,5 δισεκ. δρχ.	[415, 1114, 595, 1179]
table-row: Ὀκτ. 220,8	[1002, 1973, 1198, 1983]
article-body: Συμφώνως πρὸς τὸ καταρτισθὲν ὑπὸ τῆς Ἀνωτάτης Συμβουλίου Ἀνασυγκροτήσεως ἰσοζύγιον διὰ τὴν χρῆσιν 1949-1950, τὸ ἔλλειμμα τοῦ ἰσοζυγίου πληρωμῶν θὰ καλυφθῇ διὰ τῆς ἀμερικανικῆς βοηθείας.	[607, 244, 786, 298]
table-row: Νοέμ. 15.000 16.275	[1212, 1979, 1593, 1989]
article-body: Τὸ ἐκδοθὲν ὑπὸ τῆς ΚΥΔΕΠ δελτίον παρέχει συγκεντρωτικὰ στοιχεῖα διὰ τὴν συγκέντρωσιν τῶν δημητριακῶν τῆς ἐσοδείας 1949.	[10, 804, 199, 848]
table-row: Τὸ προηγούμενον 367,9 Ὀκτώβριον 1949 363,5	[609, 1554, 975, 1566]
article-cereals	[10, 680, 595, 990]
article-headline: ΑΙ ΔΥΣΚΟΛΙΑΙ ΤΩΝ ΠΟΡΤΟΓΑΛΙΚΩΝ ΕΞΑΓΩΓΩΝ	[57, 1268, 378, 1305]
table-row: Τὸ τελευταῖον Σάββατον 368,1 Νοέμβριον 1949 367,8	[609, 1541, 975, 1553]
table-row: Ὀκτ. 49,8 37,5	[442, 1977, 788, 1987]
deposits-section	[415, 990, 595, 1250]
article-greek-economy	[415, 180, 595, 670]
article-body: Κατὰ πληροφορίας πρὸς τὰς ὁποίας ἐπιβεβαιοῦν αἱ ἐπίσημοι στατιστικαί, ἡ κατανάλωσις σιγαρέττων εἰς τὴν Δυτικὴν Γερμανίαν αὐξάνεται συνεχῶς.	[607, 973, 786, 1016]
article-body: Κατὰ πληροφορίας πρὸς τὰς ὁποίας ἐπιβεβαιοῦν αἱ ἐπίσημοι στατιστικαί, ἡ κατανάλωσις σιγαρέττων εἰς τὴν Δυτικὴν Γερμανίαν αὐξάνεται συνεχῶς.	[796, 875, 975, 918]
article-body: Συμφώνως πρὸς τὰ συγκεντρωθέντα τελευταῖα στοιχεῖα ἡ φετεινὴ γεωργικὴ παραγωγὴ παρουσιάζει σημαντικὴν αὔξησιν ἐν σχέσει πρὸς τὴν προηγουμένην περίοδον.	[985, 327, 1180, 370]
price-index	[607, 1460, 977, 1800]
article-subhead: ΑΙ ΧΟΡΗΓΗΣΕΙΣ ΤΗΣ ΤΡΑΠΕΖΗΣ ΕΛΛΑΔΟΣ	[423, 258, 587, 268]
article-body: Συμφώνως πρὸς τὸ καταρτισθὲν ὑπὸ τῆς Ἀνωτάτης Συμβουλίου Ἀνασυγκροτήσεως ἰσοζύγιον διὰ τὴν χρῆσιν 1949-1950, τὸ ἔλλειμμα τοῦ ἰσοζυγίου πληρωμῶν θὰ καλυφθῇ διὰ τῆς ἀμερικανικῆς βοηθείας.	[796, 423, 975, 477]
article-headline: Η ΠΟΡΕΙΑ ΤΗΣ ΕΛΛΗΝΙΚΗΣ ΟΙΚΟΝΟΜΙΑΣ	[421, 180, 589, 253]
article-body: Οἱ ἐκπρόσωποι τῶν σταφιδοπαραγωγικῶν περιοχῶν ἐζήτησαν τὴν ἐνίσχυσιν τῶν παραγωγῶν διὰ τῆς χορηγήσεως δανείων καὶ τῆς ἐξασφαλίσεως τιμῆς ἀσφαλείας.	[222, 1177, 425, 1221]
bonds-byline: ΤΗΣ «ΟΙΚΟΝΟΜΙΚΗΣ ΕΛΕΥΘΕΡΙΑΣ»	[546, 1875, 684, 1884]
article-headline: Ο ΛΑΙΚΟΣ ΤΙΜΑΡΙΘΜΟΣ	[657, 1466, 927, 1491]
article-body: Τὸ Συμβούλιον Ἐξωτερικοῦ Ἐμπορίου κατήρτισε, κατὰ μακρὰς συζητήσεις, τὸν πίνακα τῶν εἰδῶν, τῶν ὁποίων ἡ εἰσαγωγὴ πρέπει νὰ ἀπελευθερωθῇ ἐν τῷ πλαισίῳ τῆς Ὀργανώσεως Εὐρωπαϊκῆς Οἰκονομικῆς Συνεργασίας. Τὸ ποσοστὸν ἀπελευθερώσεως ὑπολογίζεται εἰς 50% τῶν εἰσαγωγῶν ἐκ τῶν χωρῶν τῆς Ὀργανώσεως. Κατὰ βάσιν, ἀπελευθεροῦνται εἴδη ἀπαραίτητα διὰ τὴν ἐγχώριον παραγωγὴν καὶ διὰ τὴν κατανάλωσιν, ἐνῷ ἡ εἰσαγωγὴ τῶν πολυτελῶν εἰδῶν θὰ ἐξακολουθήσῃ νὰ ὑπόκειται εἰς ἔλεγχον.	[10, 250, 203, 390]
edition-meta: ΕΙΔΙΚΗ ΕΒΔΟΜΑΔΙΑΙΑ ΕΚΔΟΣΙΣ	[699, 140, 901, 155]
article-body: Ἡ συνεχιζομένη μείωσις τῶν ἐξαγωγῶν τῆς Πορτογαλίας ἀπασχολεῖ σοβαρῶς τοὺς οἰκονομικοὺς κύκλους τῆς χώρας, ἰδίως μετὰ τὴν ὑποτίμησιν τῆς λίρας.	[10, 1507, 213, 1550]
article-body: Τὸ ἐκδοθὲν ὑπὸ τῆς ΚΥΔΕΠ δελτίον παρέχει συγκεντρωτικὰ στοιχεῖα διὰ τὴν συγκέντρωσιν τῶν δημητριακῶν τῆς ἐσοδείας 1949.	[406, 755, 595, 799]
article-body: Συμφώνως πρὸς τὰ συγκεντρωθέντα τελευταῖα στοιχεῖα ἡ φετεινὴ γεωργικὴ παραγωγὴ παρουσιάζει σημαντικὴν αὔξησιν ἐν σχέσει πρὸς τὴν προηγουμένην περίοδον.	[800, 1834, 990, 1877]
article-body: Τὸν παρελθόντα μῆνα ὑπεγράφη μεταξὺ Ἰταλίας καὶ Σουηδίας ἐμπορικὴ συμφωνία, ἡ ὁποία προβλέπει τὴν ἀνταλλαγὴν προϊόντων ἀξίας ἑκατομμυρίων κορωνῶν.	[1190, 281, 1385, 324]
ad-highlight: τὴν ὁποίαν θὰ κερδίσῃ εἰς τὰς 31 Δεκεμβρίου ὁ πρῶτος τυχερὸς τοῦ Λαχείου τῶν Συντακτῶν.	[1016, 1093, 1563, 1128]
article-body: Τὸν παρελθόντα μῆνα ὑπεγράφη μεταξὺ Ἰταλίας καὶ Σουηδίας ἐμπορικὴ συμφωνία, ἡ ὁποία προβλέπει τὴν ἀνταλλαγὴν προϊόντων ἀξίας ἑκατομμυρίων κορωνῶν.	[1395, 232, 1590, 275]
article-body: Αἱ χορηγήσεις τῆς Τραπέζης τῆς Ἑλλάδος πρὸς τοὺς διαφόρους κλάδους τῆς Ἐθνικῆς Οἰκονομίας κατὰ τὸν μῆνα Ὀκτώβριον ἐσημείωσαν νέαν αὔξησιν. Τὸ προκύπτον ἐκ τῶν στοιχείων συνολικὸν ποσὸν ἀνῆλθεν εἰς 140,5 δισεκ. δρχ.	[415, 563, 595, 627]
article-body: Συμφώνως πρὸς τὸ καταρτισθὲν ὑπὸ τῆς Ἀνωτάτης Συμβουλίου Ἀνασυγκροτήσεως ἰσοζύγιον διὰ τὴν χρῆσιν 1949-1950, τὸ ἔλλειμμα τοῦ ἰσοζυγίου πληρωμῶν θὰ καλυφθῇ διὰ τῆς ἀμερικανικῆς βοηθείας.	[796, 602, 975, 656]
article-byline: ΤΗΣ «ΟΙΚΟΝΟΜΙΚΗΣ ΕΛΕΥΘΕΡΙΑΣ»	[723, 1491, 861, 1501]
